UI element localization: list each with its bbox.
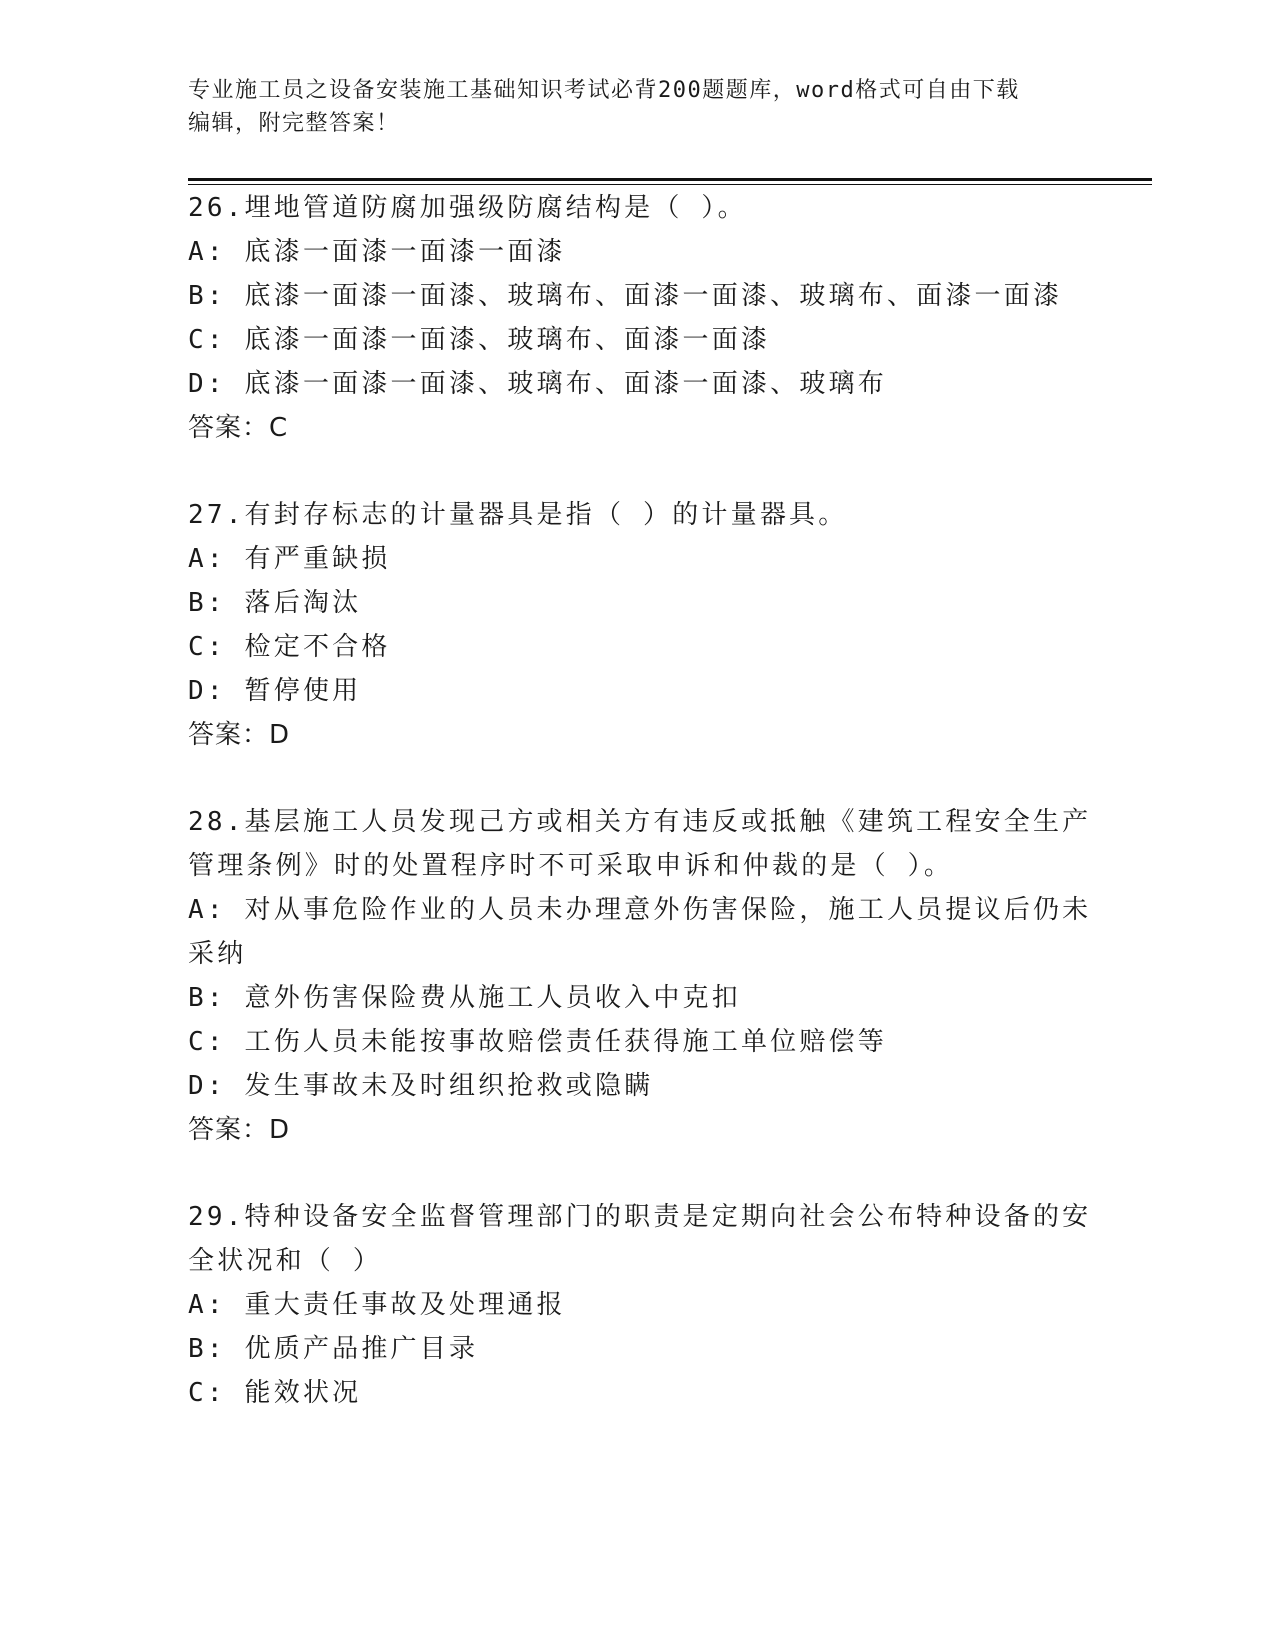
question-28-option-a-continued: 采纳 bbox=[188, 939, 247, 969]
question-28-option-c: C: 工伤人员未能按事故赔偿责任获得施工单位赔偿等 bbox=[188, 1027, 887, 1057]
question-27-option-c: C: 检定不合格 bbox=[188, 632, 391, 662]
question-26-answer: 答案：C bbox=[188, 413, 289, 443]
question-29-option-b: B: 优质产品推广目录 bbox=[188, 1334, 479, 1364]
question-26-option-b: B: 底漆一面漆一面漆、玻璃布、面漆一面漆、玻璃布、面漆一面漆 bbox=[188, 281, 1063, 311]
question-28-stem-line-1: 28.基层施工人员发现己方或相关方有违反或抵触《建筑工程安全生产 bbox=[188, 807, 1092, 837]
question-26-option-c: C: 底漆一面漆一面漆、玻璃布、面漆一面漆 bbox=[188, 325, 771, 355]
question-28-stem-line-2: 管理条例》时的处置程序时不可采取申诉和仲裁的是（ ）。 bbox=[188, 851, 954, 881]
question-28-option-b: B: 意外伤害保险费从施工人员收入中克扣 bbox=[188, 983, 741, 1013]
question-27-option-b: B: 落后淘汰 bbox=[188, 588, 362, 618]
question-29-stem-line-2: 全状况和（ ） bbox=[188, 1246, 383, 1276]
question-29-option-c: C: 能效状况 bbox=[188, 1378, 362, 1408]
header-rule-thin bbox=[188, 184, 1152, 185]
question-28-option-a: A: 对从事危险作业的人员未办理意外伤害保险，施工人员提议后仍未 bbox=[188, 895, 1092, 925]
question-29-option-a: A: 重大责任事故及处理通报 bbox=[188, 1290, 566, 1320]
question-28-option-d: D: 发生事故未及时组织抢救或隐瞒 bbox=[188, 1071, 654, 1101]
header-line-1: 专业施工员之设备安装施工基础知识考试必背200题题库，word格式可自由下载 bbox=[188, 78, 1020, 103]
question-26-stem: 26.埋地管道防腐加强级防腐结构是（ ）。 bbox=[188, 193, 747, 223]
question-28-answer: 答案：D bbox=[188, 1115, 291, 1145]
question-27-answer: 答案：D bbox=[188, 720, 291, 750]
question-27-option-d: D: 暂停使用 bbox=[188, 676, 362, 706]
header-rule-thick bbox=[188, 178, 1152, 181]
question-27-stem: 27.有封存标志的计量器具是指（ ）的计量器具。 bbox=[188, 500, 848, 530]
question-26-option-d: D: 底漆一面漆一面漆、玻璃布、面漆一面漆、玻璃布 bbox=[188, 369, 887, 399]
question-27-option-a: A: 有严重缺损 bbox=[188, 544, 391, 574]
question-26-option-a: A: 底漆一面漆一面漆一面漆 bbox=[188, 237, 566, 267]
header-line-2: 编辑，附完整答案！ bbox=[188, 111, 400, 136]
question-29-stem-line-1: 29.特种设备安全监督管理部门的职责是定期向社会公布特种设备的安 bbox=[188, 1202, 1092, 1232]
document-header bbox=[188, 74, 1088, 140]
